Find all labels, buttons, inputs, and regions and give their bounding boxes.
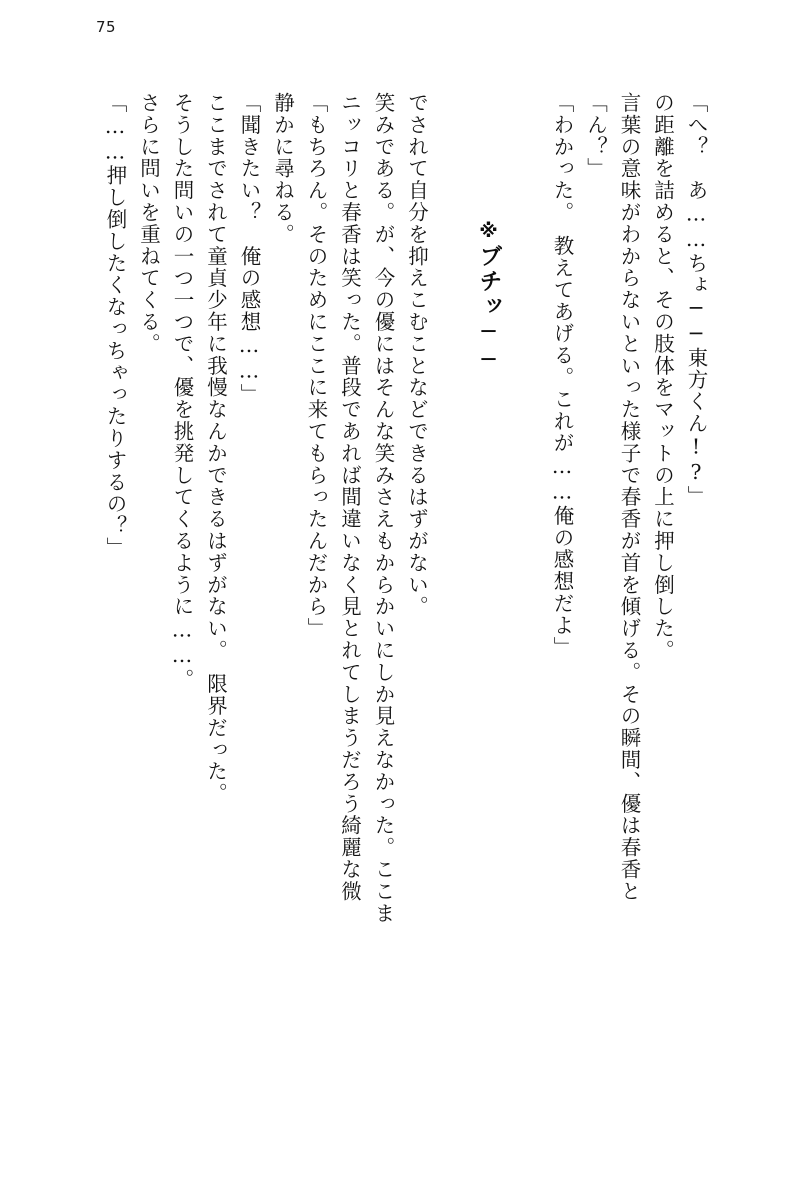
text-column: 「ん？」 — [583, 92, 608, 180]
text-column: 「へ？ あ……ちょ──東方くん!?」 — [684, 92, 708, 508]
burst-icon: ※ — [477, 220, 500, 244]
text-column: の距離を詰めると、その肢体をマットの上に押し倒した。 — [650, 92, 675, 662]
text-column: 笑みである。が、今の優にはそんな笑みさえもからかいにしか見えなかった。ここま — [371, 92, 395, 925]
vertical-text-body — [70, 92, 706, 1152]
text-column: でされて自分を抑えこむことなどできるはずがない。 — [404, 92, 429, 618]
text-column: 「聞きたい？ 俺の感想……」 — [237, 92, 261, 406]
page-number: 75 — [96, 18, 117, 36]
text-column: さらに問いを重ねてくる。 — [136, 92, 161, 355]
text-column-blank — [519, 92, 539, 1152]
text-column: そうした問いの一つ一つで、優を挑発してくるように……。 — [170, 92, 194, 691]
text-column: ニッコリと春香は笑った。普段であれば間違いなく見とれてしまうだろう綺麗な微 — [337, 92, 362, 903]
text-column-blank — [440, 92, 460, 1152]
sfx-text: ※ブチッ── — [475, 220, 502, 375]
text-column: 「わかった。 教えてあげる。これが……俺の感想だよ」 — [550, 92, 574, 659]
text-column: 静かに尋ねる。 — [270, 92, 295, 246]
text-column: 「……押し倒したくなっちゃったりするの？」 — [103, 92, 127, 559]
text-column: 言葉の意味がわからないといった様子で春香が首を傾げる。その瞬間、優は春香と — [617, 92, 641, 903]
text-column: ここまでされて童貞少年に我慢なんかできるはずがない。 限界だった。 — [203, 92, 228, 805]
text-column: 「もちろん。そのためにここに来てもらったんだから」 — [304, 92, 328, 640]
